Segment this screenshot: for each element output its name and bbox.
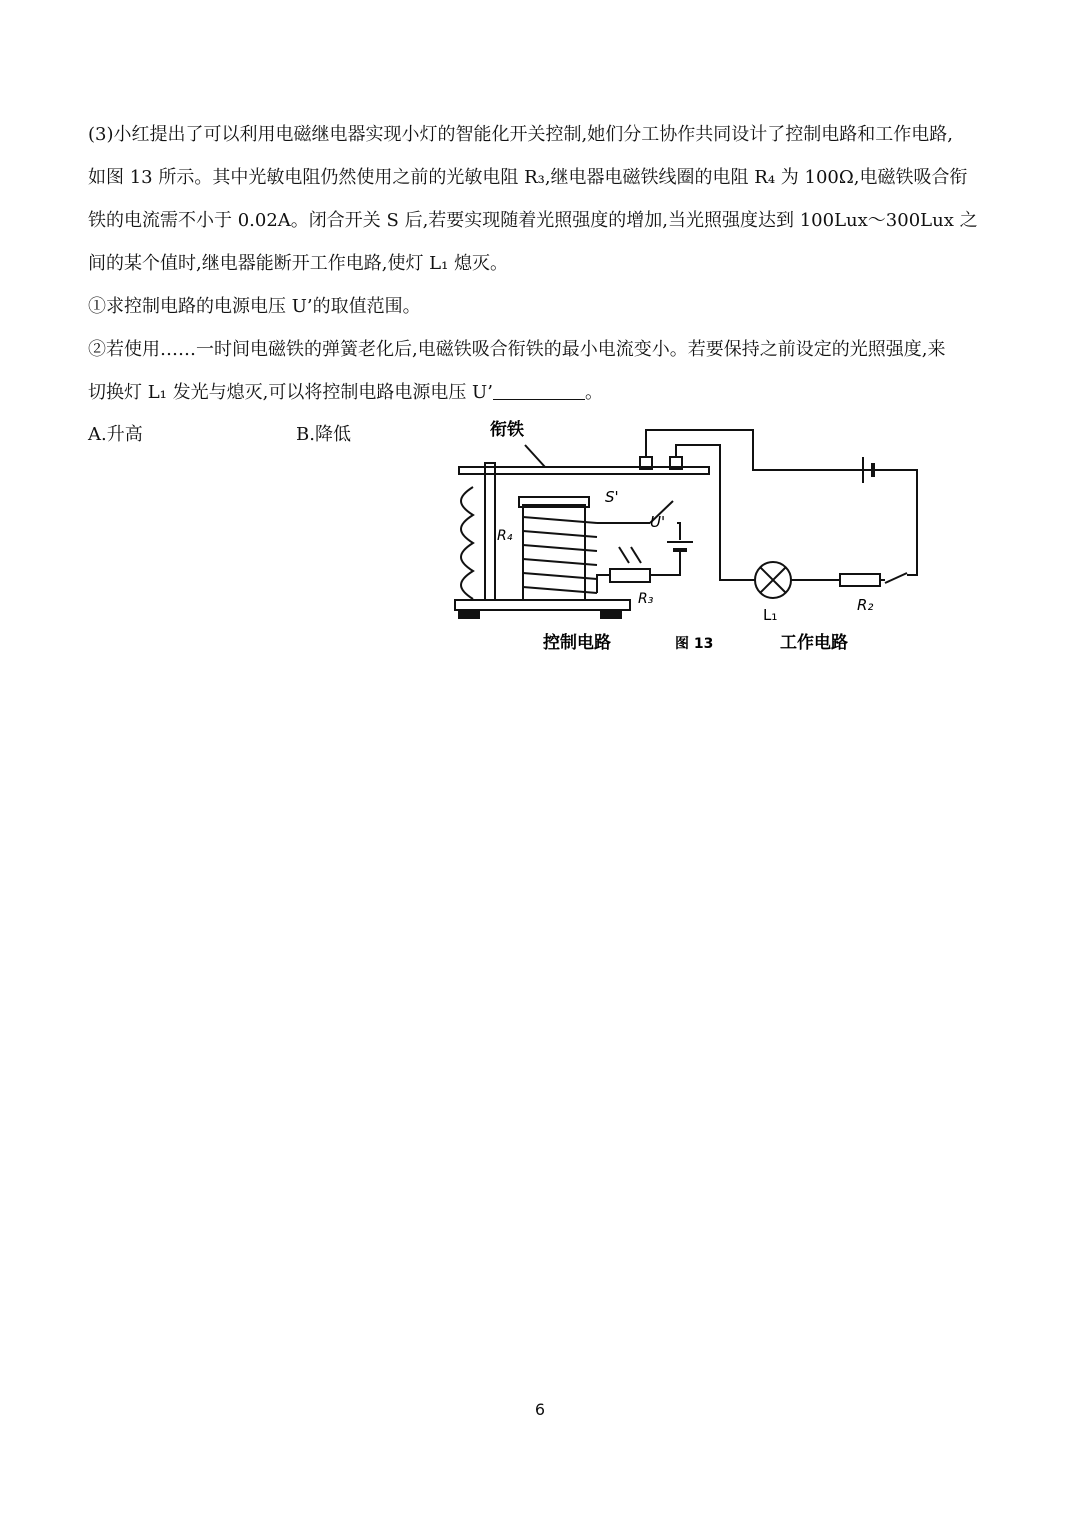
label-armature: 衔铁 [490,420,524,440]
wire-source-r3 [650,550,680,575]
question-text [88,113,1008,414]
sub-question-1: ①求控制电路的电源电压 U’的取值范围。 [88,296,421,317]
caption-control: 控制电路 [543,633,611,653]
light-arrow-1 [619,547,629,563]
question-line-3: 铁的电流需不小于 0.02A。闭合开关 S 后,若要实现随着光照强度的增加,当光照强度达到 100Lux～300Lux 之 [88,210,978,231]
resistor-r2 [840,574,880,586]
circuit-figure [445,405,945,670]
sub-question-2-text: 切换灯 L₁ 发光与熄灭,可以将控制电路电源电压 U’ [88,382,493,403]
spring [461,487,473,599]
page-number: 6 [534,1400,546,1419]
wire-switch-source [677,523,680,540]
sub-question-2: ②若使用……一时间电磁铁的弹簧老化后,电磁铁吸合衔铁的最小电流变小。若要保持之前设定的光照强度,来 [88,339,946,360]
line-end-mark: 。 [584,382,603,403]
option-a[interactable]: A.升高 [88,424,143,445]
base-foot-left [459,610,479,618]
base-foot-right [601,610,621,618]
circuit-diagram [445,405,945,670]
answer-blank[interactable] [493,381,585,400]
wire-work-top [646,430,917,575]
label-r4: R₄ [497,528,513,544]
option-b[interactable]: B.降低 [296,424,351,445]
caption-work: 工作电路 [780,633,848,653]
work-switch [885,573,907,583]
label-r3: R₃ [638,591,654,607]
question-line-2: 如图 13 所示。其中光敏电阻仍然使用之前的光敏电阻 R₃,继电器电磁铁线圈的电阻 R₄ 为 100Ω,电磁铁吸合衔 [88,167,968,188]
armature-pointer [525,445,545,467]
question-line-1: (3)小红提出了可以利用电磁继电器实现小灯的智能化开关控制,她们分工协作共同设计了控制电路和工作电路, [88,124,953,145]
wire-lamp-contact [676,445,755,580]
label-switch: S' [605,488,619,506]
relay-base [455,600,630,610]
label-l1: L₁ [763,606,778,624]
light-arrow-2 [631,547,641,563]
question-line-4: 间的某个值时,继电器能断开工作电路,使灯 L₁ 熄灭。 [88,253,509,274]
wire-r3-coil [597,575,610,593]
label-r2: R₂ [857,596,874,614]
photoresistor-r3 [610,569,650,582]
caption-fig: 图 13 [675,636,714,652]
relay-post [485,463,495,600]
label-source: U' [650,513,666,531]
